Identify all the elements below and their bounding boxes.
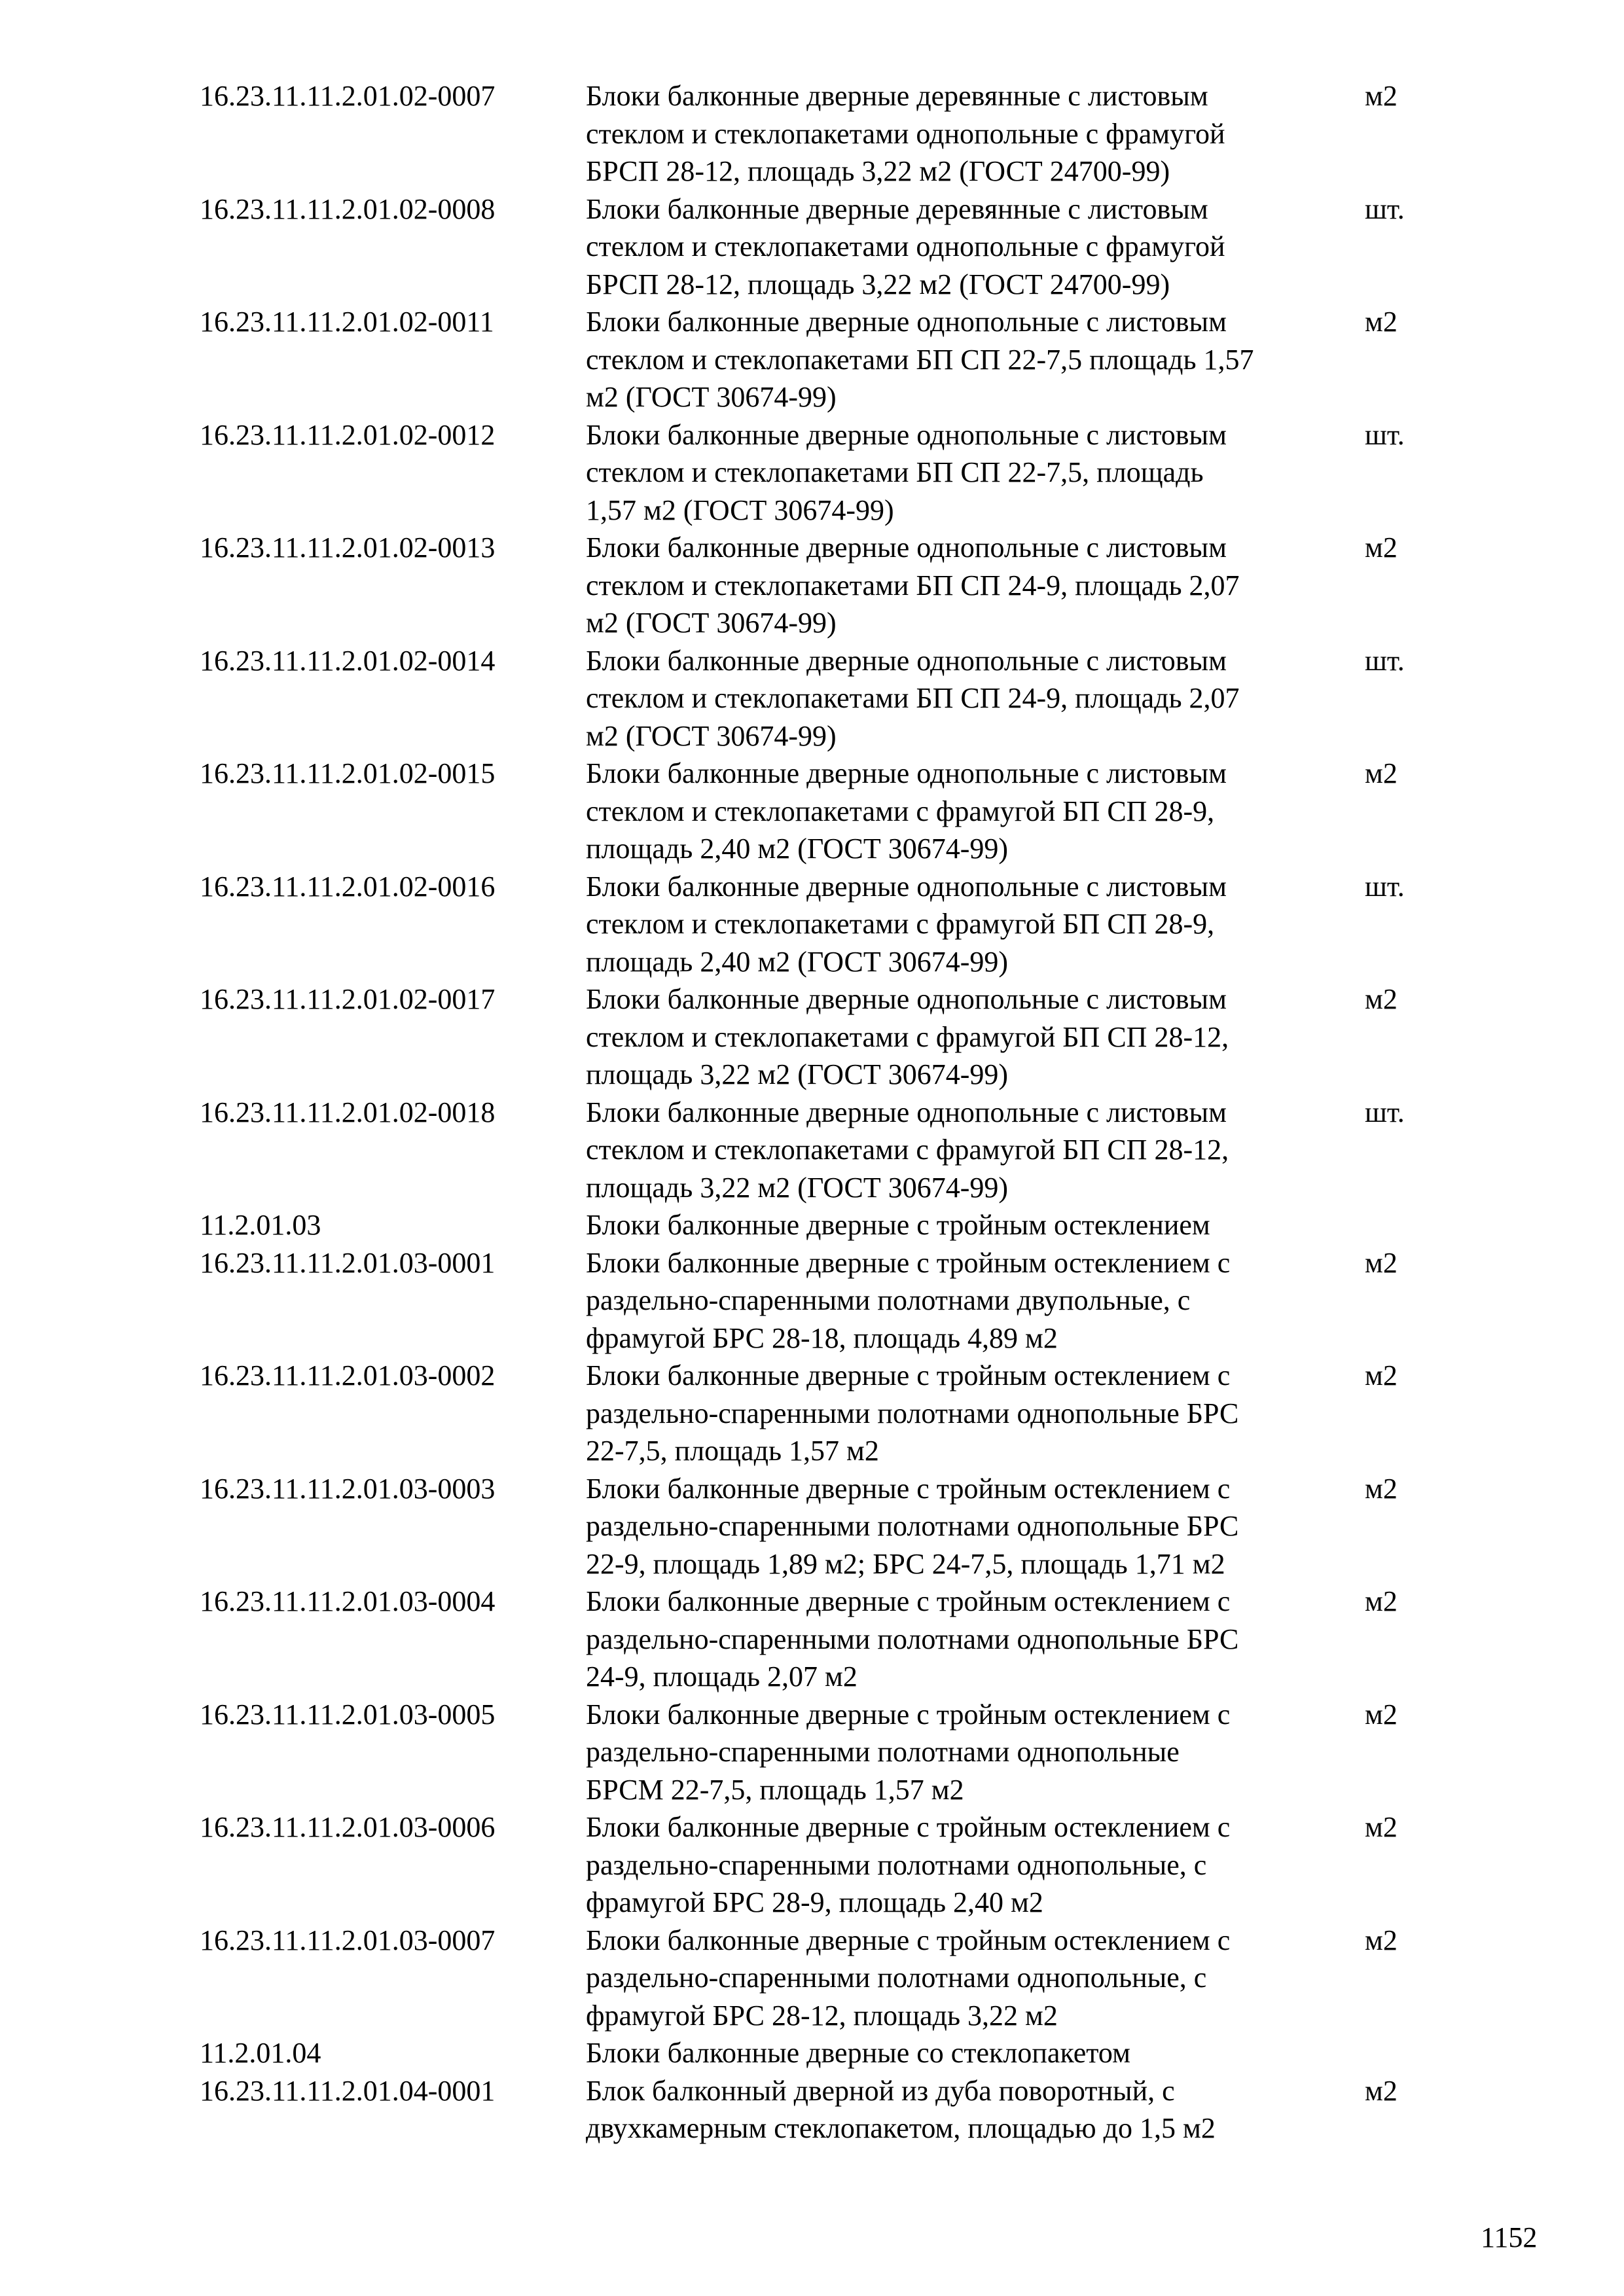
section-code: 11.2.01.03 xyxy=(200,1209,321,1241)
table-row xyxy=(200,303,1443,416)
row-description: Блоки балконные дверные однопольные с листовым стеклом и стеклопакетами БП СП 22-7,5, площадь 1,57 м2 (ГОСТ 30674-99) xyxy=(586,418,1227,526)
row-code: 16.23.11.11.2.01.02-0018 xyxy=(200,1096,496,1128)
row-unit: м2 xyxy=(1365,1924,1398,1956)
row-unit: м2 xyxy=(1365,531,1398,564)
row-unit: м2 xyxy=(1365,983,1398,1015)
row-code: 16.23.11.11.2.01.02-0014 xyxy=(200,644,496,677)
table-row xyxy=(200,1094,1443,1207)
table-row xyxy=(200,1244,1443,1357)
row-unit: шт. xyxy=(1365,1096,1405,1128)
row-code: 16.23.11.11.2.01.02-0007 xyxy=(200,80,496,112)
row-description: Блоки балконные дверные однопольные с листовым стеклом и стеклопакетами БП СП 22-7,5 площадь 1,57 м2 (ГОСТ 30674-99) xyxy=(586,306,1254,413)
row-unit: м2 xyxy=(1365,80,1398,112)
row-description: Блоки балконные дверные с тройным остеклением с раздельно-спаренными полотнами двупольные, с фрамугой БРС 28-18, площадь 4,89 м2 xyxy=(586,1246,1231,1354)
row-description: Блоки балконные дверные с тройным остеклением с раздельно-спаренными полотнами однопольные БРСМ 22-7,5, площадь 1,57 м2 xyxy=(586,1698,1231,1806)
row-code: 16.23.11.11.2.01.02-0008 xyxy=(200,192,496,225)
row-unit: м2 xyxy=(1365,1359,1398,1391)
row-code: 16.23.11.11.2.01.02-0012 xyxy=(200,418,496,451)
row-description: Блоки балконные дверные с тройным остеклением с раздельно-спаренными полотнами однопольные БРС 22-9, площадь 1,89 м2; БРС 24-7,5, площадь 1,71 м2 xyxy=(586,1472,1239,1580)
row-code: 16.23.11.11.2.01.02-0016 xyxy=(200,870,496,903)
row-code: 16.23.11.11.2.01.04-0001 xyxy=(200,2074,496,2107)
row-unit: м2 xyxy=(1365,1811,1398,1843)
table-row xyxy=(200,190,1443,304)
table-row xyxy=(200,755,1443,868)
table-row xyxy=(200,1583,1443,1696)
row-code: 16.23.11.11.2.01.02-0013 xyxy=(200,531,496,564)
table-row xyxy=(200,416,1443,529)
row-code: 16.23.11.11.2.01.03-0004 xyxy=(200,1585,496,1617)
table-row xyxy=(200,1470,1443,1583)
table-row xyxy=(200,2072,1443,2147)
row-unit: м2 xyxy=(1365,306,1398,338)
table-row xyxy=(200,529,1443,642)
row-unit: м2 xyxy=(1365,1585,1398,1617)
row-code: 16.23.11.11.2.01.03-0005 xyxy=(200,1698,496,1731)
table-row xyxy=(200,77,1443,190)
row-unit: шт. xyxy=(1365,870,1405,903)
row-description: Блоки балконные дверные с тройным остеклением с раздельно-спаренными полотнами однопольные БРС 22-7,5, площадь 1,57 м2 xyxy=(586,1359,1239,1467)
row-unit: м2 xyxy=(1365,1698,1398,1731)
row-description: Блоки балконные дверные однопольные с листовым стеклом и стеклопакетами с фрамугой БП СП 28-12, площадь 3,22 м2 (ГОСТ 30674-99) xyxy=(586,1096,1229,1204)
section-heading-row xyxy=(200,2034,1443,2072)
row-description: Блоки балконные дверные с тройным остеклением с раздельно-спаренными полотнами однопольные БРС 24-9, площадь 2,07 м2 xyxy=(586,1585,1239,1693)
row-code: 16.23.11.11.2.01.02-0015 xyxy=(200,757,496,789)
page-number: 1152 xyxy=(1481,2221,1538,2253)
row-unit: м2 xyxy=(1365,2074,1398,2107)
row-code: 16.23.11.11.2.01.03-0006 xyxy=(200,1811,496,1843)
row-description: Блоки балконные дверные однопольные с листовым стеклом и стеклопакетами с фрамугой БП СП 28-9, площадь 2,40 м2 (ГОСТ 30674-99) xyxy=(586,757,1227,865)
table-row xyxy=(200,1696,1443,1809)
row-description: Блоки балконные дверные однопольные с листовым стеклом и стеклопакетами с фрамугой БП СП 28-9, площадь 2,40 м2 (ГОСТ 30674-99) xyxy=(586,870,1227,978)
table-row xyxy=(200,1922,1443,2035)
table-row xyxy=(200,980,1443,1094)
table-row xyxy=(200,642,1443,755)
row-description: Блоки балконные дверные деревянные с листовым стеклом и стеклопакетами однопольные с фрамугой БРСП 28-12, площадь 3,22 м2 (ГОСТ 24700-99) xyxy=(586,192,1225,300)
row-unit xyxy=(1365,2034,1443,2072)
row-unit: шт. xyxy=(1365,644,1405,677)
row-code: 16.23.11.11.2.01.03-0003 xyxy=(200,1472,496,1505)
row-code: 16.23.11.11.2.01.03-0002 xyxy=(200,1359,496,1391)
row-unit: м2 xyxy=(1365,1472,1398,1505)
row-code: 16.23.11.11.2.01.03-0001 xyxy=(200,1246,496,1279)
row-unit: м2 xyxy=(1365,1246,1398,1279)
section-heading-row xyxy=(200,1206,1443,1244)
row-description: Блоки балконные дверные однопольные с листовым стеклом и стеклопакетами с фрамугой БП СП 28-12, площадь 3,22 м2 (ГОСТ 30674-99) xyxy=(586,983,1229,1090)
table-row xyxy=(200,1357,1443,1470)
row-unit: шт. xyxy=(1365,192,1405,225)
section-title: Блоки балконные дверные со стеклопакетом xyxy=(586,2037,1130,2069)
row-description: Блоки балконные дверные деревянные с листовым стеклом и стеклопакетами однопольные с фрамугой БРСП 28-12, площадь 3,22 м2 (ГОСТ 24700-99) xyxy=(586,80,1225,187)
row-description: Блок балконный дверной из дуба поворотный, с двухкамерным стеклопакетом, площадью до 1,5 м2 xyxy=(586,2074,1216,2144)
row-code: 16.23.11.11.2.01.03-0007 xyxy=(200,1924,496,1956)
row-description: Блоки балконные дверные с тройным остеклением с раздельно-спаренными полотнами однопольные, с фрамугой БРС 28-9, площадь 2,40 м2 xyxy=(586,1811,1231,1918)
row-code: 16.23.11.11.2.01.02-0017 xyxy=(200,983,496,1015)
row-unit: м2 xyxy=(1365,757,1398,789)
section-title: Блоки балконные дверные с тройным остеклением xyxy=(586,1209,1210,1241)
row-code: 16.23.11.11.2.01.02-0011 xyxy=(200,306,494,338)
table-row xyxy=(200,1808,1443,1922)
row-description: Блоки балконные дверные однопольные с листовым стеклом и стеклопакетами БП СП 24-9, площадь 2,07 м2 (ГОСТ 30674-99) xyxy=(586,531,1240,639)
price-list-table xyxy=(200,77,1443,2147)
section-code: 11.2.01.04 xyxy=(200,2037,321,2069)
table-row xyxy=(200,868,1443,981)
row-description: Блоки балконные дверные с тройным остеклением с раздельно-спаренными полотнами однопольные, с фрамугой БРС 28-12, площадь 3,22 м2 xyxy=(586,1924,1231,2032)
row-unit xyxy=(1365,1206,1443,1244)
row-unit: шт. xyxy=(1365,418,1405,451)
row-description: Блоки балконные дверные однопольные с листовым стеклом и стеклопакетами БП СП 24-9, площадь 2,07 м2 (ГОСТ 30674-99) xyxy=(586,644,1240,752)
